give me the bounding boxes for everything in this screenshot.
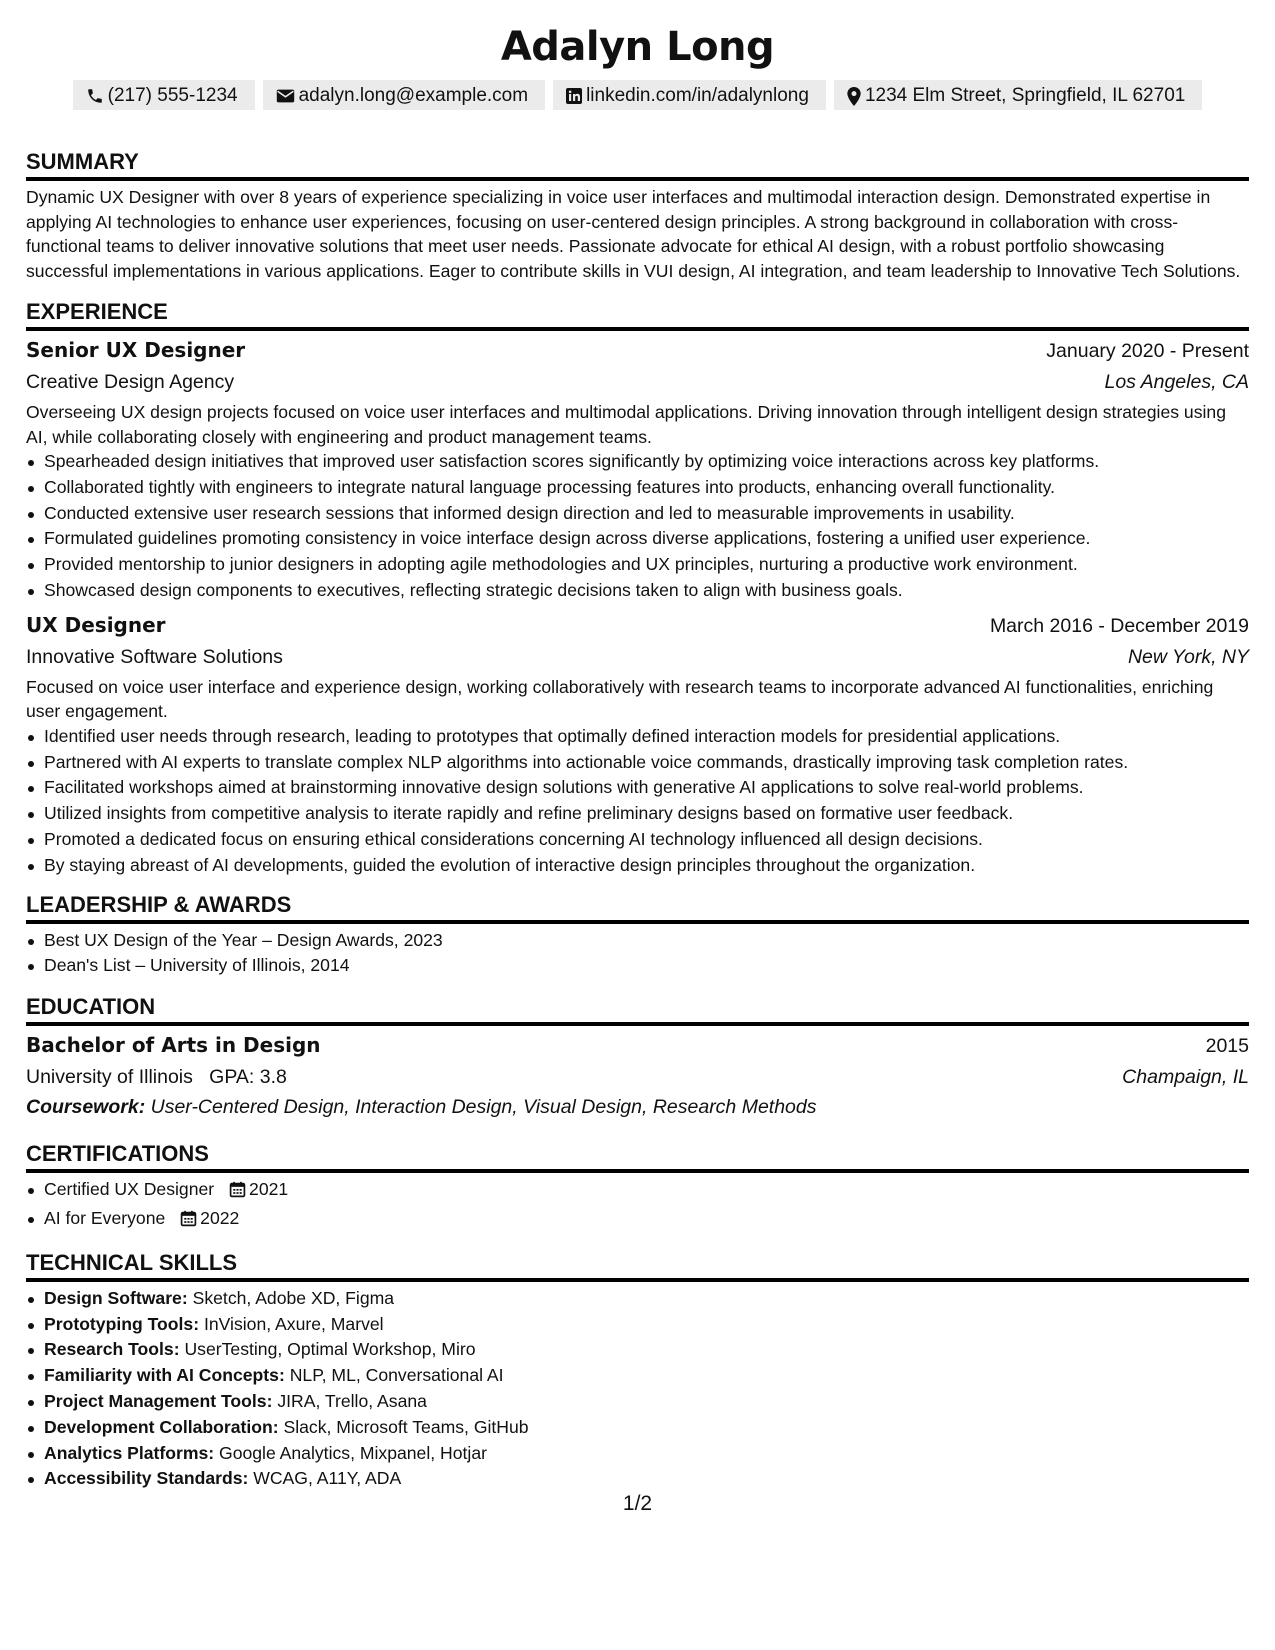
- certifications-list: [26, 1177, 1249, 1235]
- job-bullet: Spearheaded design initiatives that improved user satisfaction scores significantly by optimizing voice interactions across key platforms.: [44, 449, 1249, 475]
- contact-bar: [26, 80, 1249, 110]
- calendar-icon: [180, 1209, 197, 1235]
- summary-section: [26, 148, 1249, 283]
- skill-label: Analytics Platforms:: [44, 1442, 215, 1463]
- skill-value: UserTesting, Optimal Workshop, Miro: [184, 1339, 476, 1360]
- certification-name: Certified UX Designer: [44, 1179, 215, 1200]
- job-description: Focused on voice user interface and experience design, working collaboratively with research teams to incorporate advanced AI functionalities, enriching user engagement.: [26, 676, 1214, 722]
- skill-value: Google Analytics, Mixpanel, Hotjar: [219, 1442, 487, 1463]
- job-title: Senior UX Designer: [26, 338, 246, 362]
- coursework-text: User-Centered Design, Interaction Design, Visual Design, Research Methods: [150, 1096, 817, 1119]
- summary-heading: SUMMARY: [26, 148, 1249, 181]
- skill-value: WCAG, A11Y, ADA: [253, 1468, 402, 1489]
- envelope-icon: [276, 88, 295, 104]
- coursework-line: [26, 1092, 1249, 1122]
- job-bullet: Collaborated tightly with engineers to integrate natural language processing features into products, enhancing overall functionality.: [44, 475, 1249, 501]
- contact-address-text: 1234 Elm Street, Springfield, IL 62701: [864, 85, 1186, 106]
- job-bullets: [26, 449, 1249, 604]
- job-bullet: By staying abreast of AI developments, guided the evolution of interactive design principles throughout the organization.: [44, 853, 1249, 879]
- contact-phone-text: (217) 555-1234: [107, 85, 238, 106]
- skill-value: JIRA, Trello, Asana: [277, 1390, 427, 1411]
- job-location: New York, NY: [1127, 645, 1249, 668]
- certification-year: 2021: [249, 1179, 289, 1200]
- job-bullet: Formulated guidelines promoting consistency in voice interface design across diverse applications, fostering a unified user experience.: [44, 526, 1249, 552]
- award-item: Dean's List – University of Illinois, 2014: [44, 953, 1249, 979]
- page-number: 1/2: [622, 1492, 653, 1515]
- award-item: Best UX Design of the Year – Design Awards, 2023: [44, 928, 1249, 954]
- school-line: [26, 1062, 287, 1092]
- skill-item: [44, 1466, 1249, 1492]
- linkedin-icon: [566, 88, 582, 104]
- experience-heading: EXPERIENCE: [26, 298, 1249, 331]
- contact-email-text: adalyn.long@example.com: [298, 85, 529, 106]
- contact-email[interactable]: [263, 80, 545, 110]
- experience-section: [26, 298, 1249, 879]
- job-bullet: Conducted extensive user research sessions that informed design direction and led to measurable improvements in usability.: [44, 501, 1249, 527]
- awards-heading: LEADERSHIP & AWARDS: [26, 891, 1249, 924]
- skill-item: [44, 1286, 1249, 1312]
- skill-value: NLP, ML, Conversational AI: [289, 1365, 504, 1386]
- contact-linkedin[interactable]: [553, 80, 826, 110]
- job-bullets: [26, 724, 1249, 879]
- skills-list: [26, 1286, 1249, 1492]
- graduation-year: 2015: [1205, 1035, 1249, 1058]
- education-heading: EDUCATION: [26, 993, 1249, 1026]
- skill-label: Design Software:: [44, 1287, 188, 1308]
- skill-item: [44, 1415, 1249, 1441]
- job-dates: January 2020 - Present: [1046, 340, 1249, 362]
- job-dates: March 2016 - December 2019: [989, 614, 1249, 637]
- skill-value: Sketch, Adobe XD, Figma: [192, 1287, 395, 1308]
- calendar-icon: [229, 1180, 246, 1206]
- certifications-section: [26, 1140, 1249, 1235]
- skill-label: Prototyping Tools:: [44, 1313, 200, 1334]
- skill-label: Project Management Tools:: [44, 1390, 273, 1411]
- job-bullet: Identified user needs through research, leading to prototypes that optimally defined interaction models for presidential applications.: [44, 724, 1249, 750]
- skills-section: [26, 1249, 1249, 1492]
- skill-label: Familiarity with AI Concepts:: [44, 1365, 285, 1386]
- school-location: Champaign, IL: [1122, 1066, 1249, 1089]
- certification-item: [44, 1206, 1249, 1235]
- contact-phone[interactable]: [73, 80, 255, 110]
- job-bullet: Partnered with AI experts to translate complex NLP algorithms into actionable voice commands, drastically improving task completion rates.: [44, 750, 1249, 776]
- skill-item: [44, 1363, 1249, 1389]
- skill-label: Development Collaboration:: [44, 1416, 279, 1437]
- job-bullet: Provided mentorship to junior designers in adopting agile methodologies and UX principles, nurturing a productive work environment.: [44, 552, 1249, 578]
- phone-icon: [86, 87, 104, 105]
- job-bullet: Utilized insights from competitive analysis to iterate rapidly and refine preliminary designs based on formative user feedback.: [44, 801, 1249, 827]
- job-bullet: Promoted a dedicated focus on ensuring ethical considerations concerning AI technology influenced all design decisions.: [44, 827, 1249, 853]
- certification-year: 2022: [200, 1207, 240, 1228]
- skill-item: [44, 1389, 1249, 1415]
- certifications-heading: CERTIFICATIONS: [26, 1140, 1249, 1173]
- awards-list: [26, 928, 1249, 980]
- skills-heading: TECHNICAL SKILLS: [26, 1249, 1249, 1282]
- summary-text: Dynamic UX Designer with over 8 years of experience specializing in voice user interfaces and multimodal interaction design. Demonstrated expertise in applying AI technologies to enhance user experiences, focusing on user-centered design principles. A strong background in collaboration with cross-functional teams to deliver innovative solutions that meet user needs. Passionate advocate for ethical AI design, with a robust portfolio showcasing successful implementations in various applications. Eager to contribute skills in VUI design, AI integration, and team leadership to Innovative Tech Solutions.: [26, 187, 1241, 281]
- education-section: [26, 993, 1249, 1122]
- candidate-name: Adalyn Long: [500, 24, 775, 70]
- job-bullet: Showcased design components to executives, reflecting strategic decisions taken to align with business goals.: [44, 578, 1249, 604]
- job-company: Innovative Software Solutions: [26, 645, 283, 668]
- job-bullet: Facilitated workshops aimed at brainstorming innovative design solutions with generative AI applications to solve real-world problems.: [44, 775, 1249, 801]
- skill-item: [44, 1441, 1249, 1467]
- contact-linkedin-text: linkedin.com/in/adalynlong: [586, 85, 809, 106]
- map-pin-icon: [847, 87, 861, 106]
- skill-label: Accessibility Standards:: [44, 1468, 249, 1489]
- school-name: University of Illinois: [26, 1066, 193, 1089]
- contact-address[interactable]: [834, 80, 1202, 110]
- skill-value: InVision, Axure, Marvel: [203, 1313, 384, 1334]
- skill-label: Research Tools:: [44, 1339, 180, 1360]
- job-company: Creative Design Agency: [26, 371, 235, 393]
- job-location: Los Angeles, CA: [1104, 371, 1249, 393]
- job-description: Overseeing UX design projects focused on voice user interfaces and multimodal applications. Driving innovation through intelligent design strategies using AI, while collaborating closely with engineering and product management teams.: [26, 402, 1226, 447]
- job-title: UX Designer: [26, 612, 166, 637]
- gpa: GPA: 3.8: [209, 1066, 287, 1089]
- skill-item: [44, 1337, 1249, 1363]
- job-entry: [26, 335, 1249, 604]
- certification-item: [44, 1177, 1249, 1206]
- certification-name: AI for Everyone: [44, 1207, 166, 1228]
- degree: Bachelor of Arts in Design: [26, 1033, 321, 1058]
- resume-page: [26, 18, 1249, 1492]
- skill-value: Slack, Microsoft Teams, GitHub: [283, 1416, 529, 1437]
- skill-item: [44, 1312, 1249, 1338]
- awards-section: [26, 891, 1249, 980]
- job-entry: [26, 610, 1249, 879]
- coursework-label: Coursework:: [26, 1096, 146, 1119]
